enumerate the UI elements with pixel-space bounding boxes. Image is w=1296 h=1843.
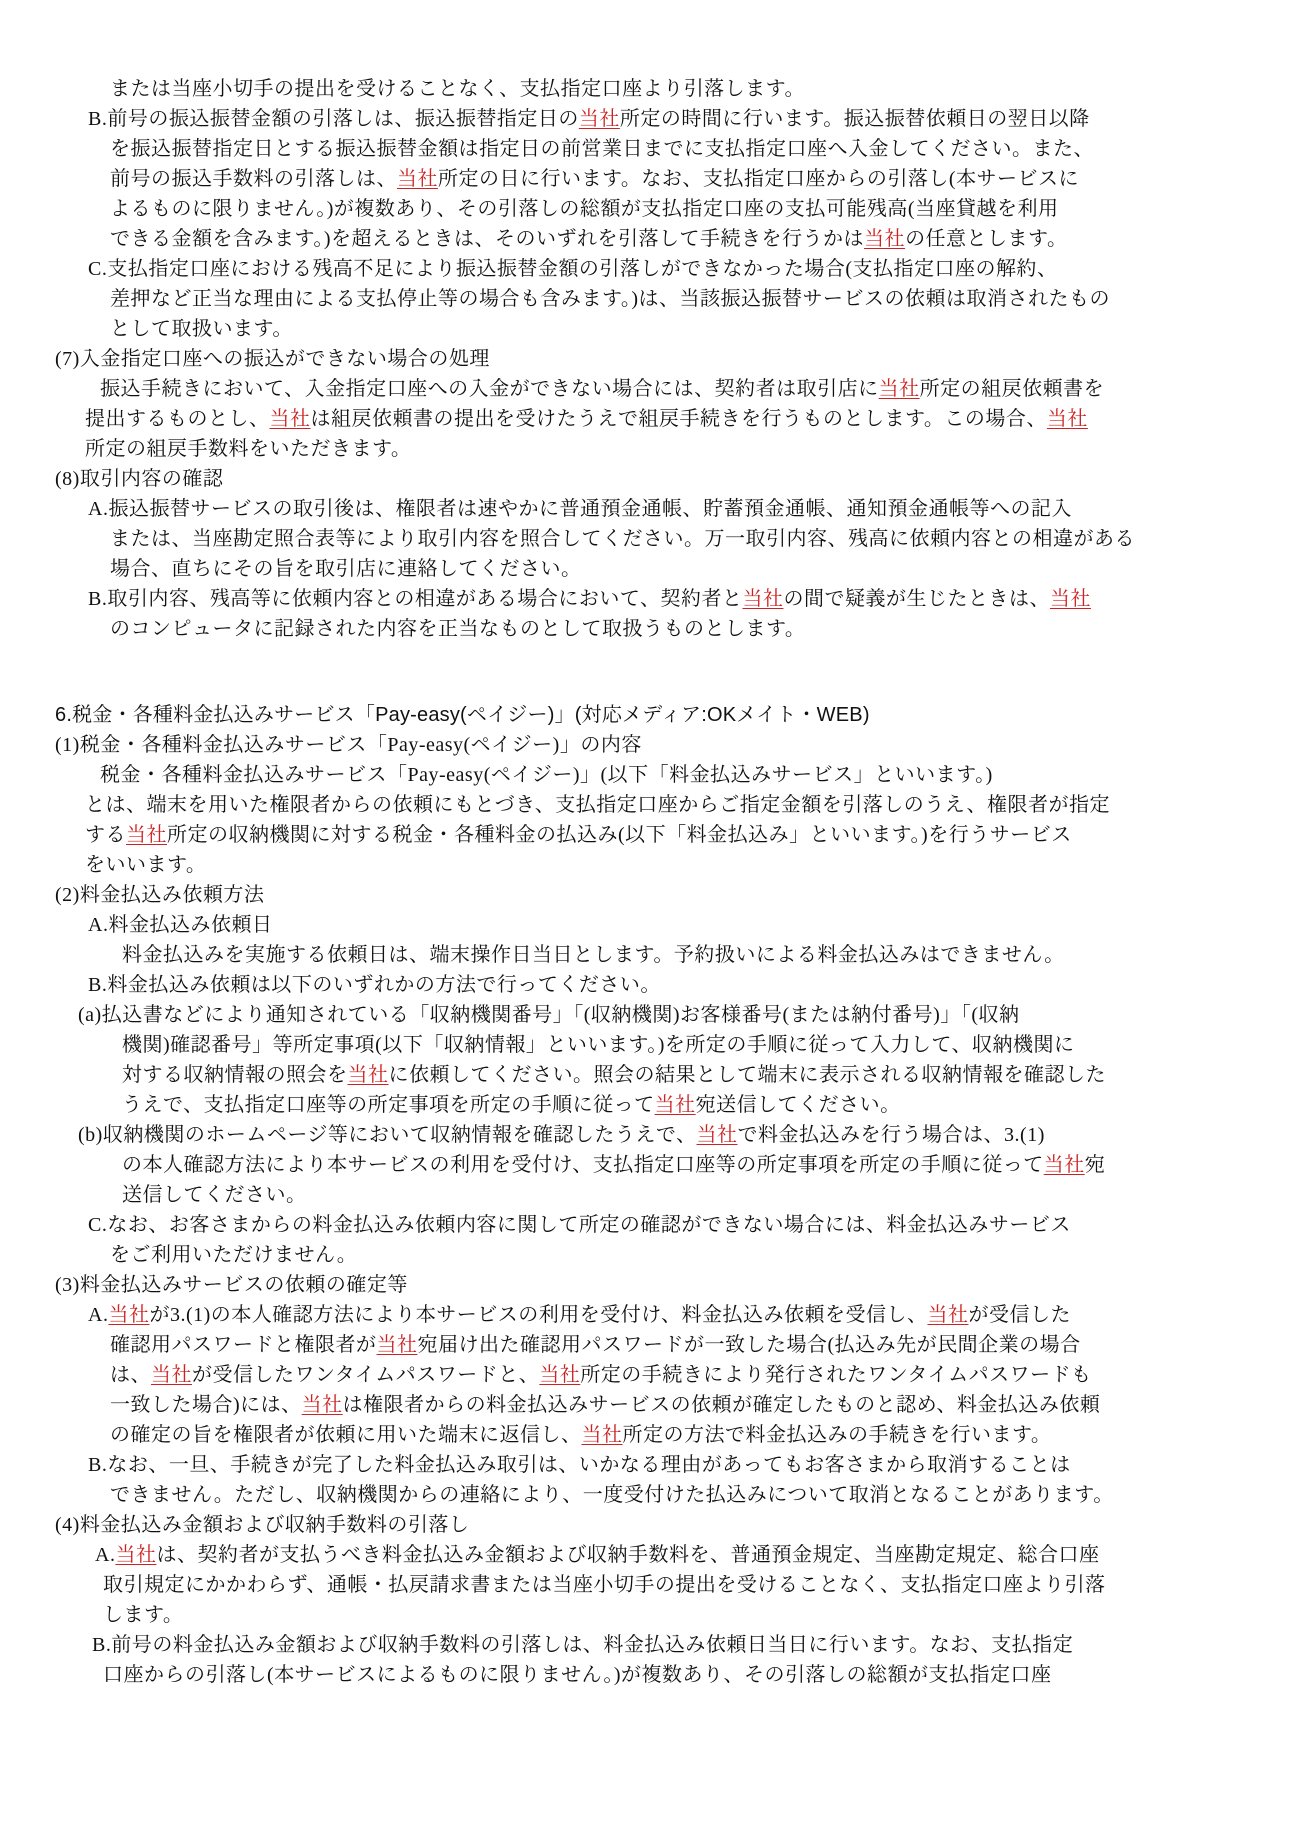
text-segment: 振込手続きにおいて、入金指定口座への入金ができない場合には、契約者は取引店に [100, 378, 879, 400]
text-segment: A. [95, 1544, 116, 1566]
text-line [55, 1210, 1256, 1240]
text-segment: 宛送信してください。 [695, 1094, 901, 1116]
company-term-highlight: 当社 [581, 1424, 623, 1446]
text-line [55, 790, 1256, 820]
text-line [55, 1390, 1256, 1420]
text-line [55, 614, 1256, 644]
text-segment: 宛届け出た確認用パスワードが一致した場合(払込み先が民間企業の場合 [417, 1334, 1081, 1356]
text-segment: 料金払込みを実施する依頼日は、端末操作日当日とします。予約扱いによる料金払込みはできません。 [122, 944, 1065, 966]
text-segment: 税金・各種料金払込みサービス「Pay-easy(ペイジー)」(以下「料金払込みサービス」といいます。) [100, 764, 993, 786]
text-segment: をご利用いただけません。 [110, 1244, 358, 1266]
text-line [55, 494, 1256, 524]
text-segment: C.なお、お客さまからの料金払込み依頼内容に関して所定の確認ができない場合には、料金払込みサービス [88, 1214, 1071, 1236]
text-line [55, 104, 1256, 134]
text-segment: A.料金払込み依頼日 [88, 914, 273, 936]
text-line [55, 1570, 1256, 1600]
text-line [55, 1270, 1256, 1300]
text-line [55, 1360, 1256, 1390]
text-line [55, 820, 1256, 850]
company-term-highlight: 当社 [1046, 408, 1088, 430]
text-segment: できる金額を含みます。)を超えるときは、そのいずれを引落して手続きを行うかは [110, 228, 865, 250]
text-segment: 所定の収納機関に対する税金・各種料金の払込み(以下「料金払込み」といいます。)を行うサービス [167, 824, 1072, 846]
section-heading [55, 700, 1256, 730]
text-segment: 所定の組戻依頼書を [919, 378, 1105, 400]
text-segment: 一致した場合)には、 [110, 1394, 302, 1416]
company-term-highlight: 当社 [878, 378, 920, 400]
text-segment: の間で疑義が生じたときは、 [783, 588, 1050, 610]
text-segment: よるものに限りません。)が複数あり、その引落しの総額が支払指定口座の支払可能残高(当座貸越を利用 [110, 198, 1059, 220]
company-term-highlight: 当社 [927, 1304, 969, 1326]
text-line [55, 880, 1256, 910]
company-term-highlight: 当社 [578, 108, 620, 130]
company-term-highlight: 当社 [269, 408, 311, 430]
text-line [55, 760, 1256, 790]
text-line [55, 74, 1256, 104]
company-term-highlight: 当社 [397, 168, 438, 190]
text-segment: うえで、支払指定口座等の所定事項を所定の手順に従って [122, 1094, 655, 1116]
text-line [55, 164, 1256, 194]
text-segment: A. [88, 1304, 109, 1326]
company-term-highlight: 当社 [539, 1364, 581, 1386]
text-segment: 宛 [1084, 1154, 1106, 1176]
text-line [55, 584, 1256, 614]
text-segment: 前号の振込手数料の引落しは、 [110, 168, 397, 190]
company-term-highlight: 当社 [151, 1364, 192, 1386]
text-segment: (a)払込書などにより通知されている「収納機関番号」「(収納機関)お客様番号(または納付番号)」「(収納 [78, 1004, 1020, 1026]
text-line [55, 850, 1256, 880]
text-line [55, 1300, 1256, 1330]
company-term-highlight: 当社 [115, 1544, 157, 1566]
text-segment: 6.税金・各種料金払込みサービス「Pay-easy(ペイジー)」(対応メディア:OKメイト・WEB) [55, 704, 870, 726]
text-segment: 所定の時間に行います。振込振替依頼日の翌日以降 [619, 108, 1090, 130]
company-term-highlight: 当社 [347, 1064, 389, 1086]
text-segment: として取扱います。 [110, 318, 293, 340]
text-line [55, 554, 1256, 584]
text-segment: は権限者からの料金払込みサービスの依頼が確定したものと認め、料金払込み依頼 [342, 1394, 1101, 1416]
text-segment: 提出するものとし、 [85, 408, 270, 430]
text-line [55, 1480, 1256, 1510]
text-line [55, 374, 1256, 404]
text-segment: とは、端末を用いた権限者からの依頼にもとづき、支払指定口座からご指定金額を引落しのうえ、権限者が指定 [85, 794, 1110, 816]
text-segment: (7)入金指定口座への振込ができない場合の処理 [55, 348, 490, 370]
text-segment: B.なお、一旦、手続きが完了した料金払込み取引は、いかなる理由があってもお客さまから取消することは [88, 1454, 1071, 1476]
text-line [55, 910, 1256, 940]
text-segment: (8)取引内容の確認 [55, 468, 224, 490]
text-segment: が3.(1)の本人確認方法により本サービスの利用を受付け、料金払込み依頼を受信し、 [149, 1304, 928, 1326]
text-line [55, 464, 1256, 494]
text-line [55, 1630, 1256, 1660]
text-segment: を振込振替指定日とする振込振替金額は指定日の前営業日までに支払指定口座へ入金してください。また、 [110, 138, 1094, 160]
company-term-highlight: 当社 [696, 1124, 738, 1146]
text-line [55, 1600, 1256, 1630]
text-line [55, 1090, 1256, 1120]
text-segment: の本人確認方法により本サービスの利用を受付け、支払指定口座等の所定事項を所定の手順に従って [122, 1154, 1044, 1176]
text-line [55, 284, 1256, 314]
text-segment: します。 [103, 1604, 184, 1626]
text-segment: 所定の組戻手数料をいただきます。 [85, 438, 412, 460]
company-term-highlight: 当社 [864, 228, 906, 250]
company-term-highlight: 当社 [742, 588, 784, 610]
text-segment: する [85, 824, 126, 846]
text-line [55, 730, 1256, 760]
text-segment: のコンピュータに記録された内容を正当なものとして取扱うものとします。 [110, 618, 806, 640]
text-segment: C.支払指定口座における残高不足により振込振替金額の引落しができなかった場合(支払指定口座の解約、 [88, 258, 1058, 280]
text-segment: または当座小切手の提出を受けることなく、支払指定口座より引落します。 [110, 78, 805, 100]
company-term-highlight: 当社 [1043, 1154, 1085, 1176]
text-line [55, 1000, 1256, 1030]
text-line [55, 134, 1256, 164]
document-body [55, 74, 1256, 1690]
text-line [55, 314, 1256, 344]
text-segment: の確定の旨を権限者が依頼に用いた端末に返信し、 [110, 1424, 582, 1446]
text-segment: (1)税金・各種料金払込みサービス「Pay-easy(ペイジー)」の内容 [55, 734, 642, 756]
text-line [55, 524, 1256, 554]
text-segment: が受信したワンタイムパスワードと、 [192, 1364, 540, 1386]
text-segment: (3)料金払込みサービスの依頼の確定等 [55, 1274, 408, 1296]
text-segment: は組戻依頼書の提出を受けたうえで組戻手続きを行うものとします。この場合、 [310, 408, 1047, 430]
text-line [55, 1180, 1256, 1210]
text-line [55, 1330, 1256, 1360]
text-segment: 対する収納情報の照会を [122, 1064, 348, 1086]
text-line [55, 1030, 1256, 1060]
text-segment: A.振込振替サービスの取引後は、権限者は速やかに普通預金通帳、貯蓄預金通帳、通知預金通帳等への記入 [88, 498, 1072, 520]
text-segment: または、当座勘定照合表等により取引内容を照合してください。万一取引内容、残高に依頼内容との相違がある [110, 528, 1135, 550]
text-segment: 所定の方法で料金払込みの手続きを行います。 [622, 1424, 1052, 1446]
text-segment: 所定の手続きにより発行されたワンタイムパスワードも [580, 1364, 1092, 1386]
text-line [55, 940, 1256, 970]
text-segment: 差押など正当な理由による支払停止等の場合も含みます。)は、当該振込振替サービスの依頼は取消されたもの [110, 288, 1111, 310]
text-segment: が受信した [968, 1304, 1071, 1326]
company-term-highlight: 当社 [108, 1304, 150, 1326]
text-line [55, 224, 1256, 254]
company-term-highlight: 当社 [654, 1094, 696, 1116]
text-segment: 取引規定にかかわらず、通帳・払戻請求書または当座小切手の提出を受けることなく、支払指定口座より引落 [103, 1574, 1106, 1596]
text-line [55, 1450, 1256, 1480]
text-line [55, 1510, 1256, 1540]
text-segment: できません。ただし、収納機関からの連絡により、一度受付けた払込みについて取消となることがあります。 [110, 1484, 1114, 1506]
text-line [55, 254, 1256, 284]
text-line [55, 1150, 1256, 1180]
text-line [55, 434, 1256, 464]
text-line [55, 1420, 1256, 1450]
text-segment: 所定の日に行います。なお、支払指定口座からの引落し(本サービスに [438, 168, 1080, 190]
text-segment: をいいます。 [85, 854, 207, 876]
text-line [55, 194, 1256, 224]
text-segment: 機関)確認番号」等所定事項(以下「収納情報」といいます。)を所定の手順に従って入力して、収納機関に [122, 1034, 1075, 1056]
company-term-highlight: 当社 [126, 824, 167, 846]
company-term-highlight: 当社 [301, 1394, 343, 1416]
text-line [55, 1240, 1256, 1270]
text-line [55, 1660, 1256, 1690]
text-line [55, 1120, 1256, 1150]
text-segment: 場合、直ちにその旨を取引店に連絡してください。 [110, 558, 582, 580]
text-segment: は、 [110, 1364, 151, 1386]
text-segment: (4)料金払込み金額および収納手数料の引落し [55, 1514, 470, 1536]
text-segment: は、契約者が支払うべき料金払込み金額および収納手数料を、普通預金規定、当座勘定規定、総合口座 [156, 1544, 1100, 1566]
text-line [55, 344, 1256, 374]
text-line [55, 404, 1256, 434]
company-term-highlight: 当社 [376, 1334, 418, 1356]
text-segment: 確認用パスワードと権限者が [110, 1334, 377, 1356]
text-segment: に依頼してください。照会の結果として端末に表示される収納情報を確認した [388, 1064, 1106, 1086]
text-segment: B.前号の料金払込み金額および収納手数料の引落しは、料金払込み依頼日当日に行います。なお、支払指定 [92, 1634, 1074, 1656]
text-line [55, 1060, 1256, 1090]
text-segment: の任意とします。 [905, 228, 1068, 250]
text-line [55, 970, 1256, 1000]
text-segment: B.料金払込み依頼は以下のいずれかの方法で行ってください。 [88, 974, 661, 996]
text-segment: B.前号の振込振替金額の引落しは、振込振替指定日の [88, 108, 579, 130]
company-term-highlight: 当社 [1049, 588, 1091, 610]
text-line [55, 1540, 1256, 1570]
text-segment: 送信してください。 [122, 1184, 307, 1206]
text-segment: で料金払込みを行う場合は、3.(1) [737, 1124, 1045, 1146]
text-segment: (2)料金払込み依頼方法 [55, 884, 265, 906]
text-segment: 口座からの引落し(本サービスによるものに限りません。)が複数あり、その引落しの総額が支払指定口座 [103, 1664, 1052, 1686]
text-segment: (b)収納機関のホームページ等において収納情報を確認したうえで、 [78, 1124, 697, 1146]
text-segment: B.取引内容、残高等に依頼内容との相違がある場合において、契約者と [88, 588, 743, 610]
